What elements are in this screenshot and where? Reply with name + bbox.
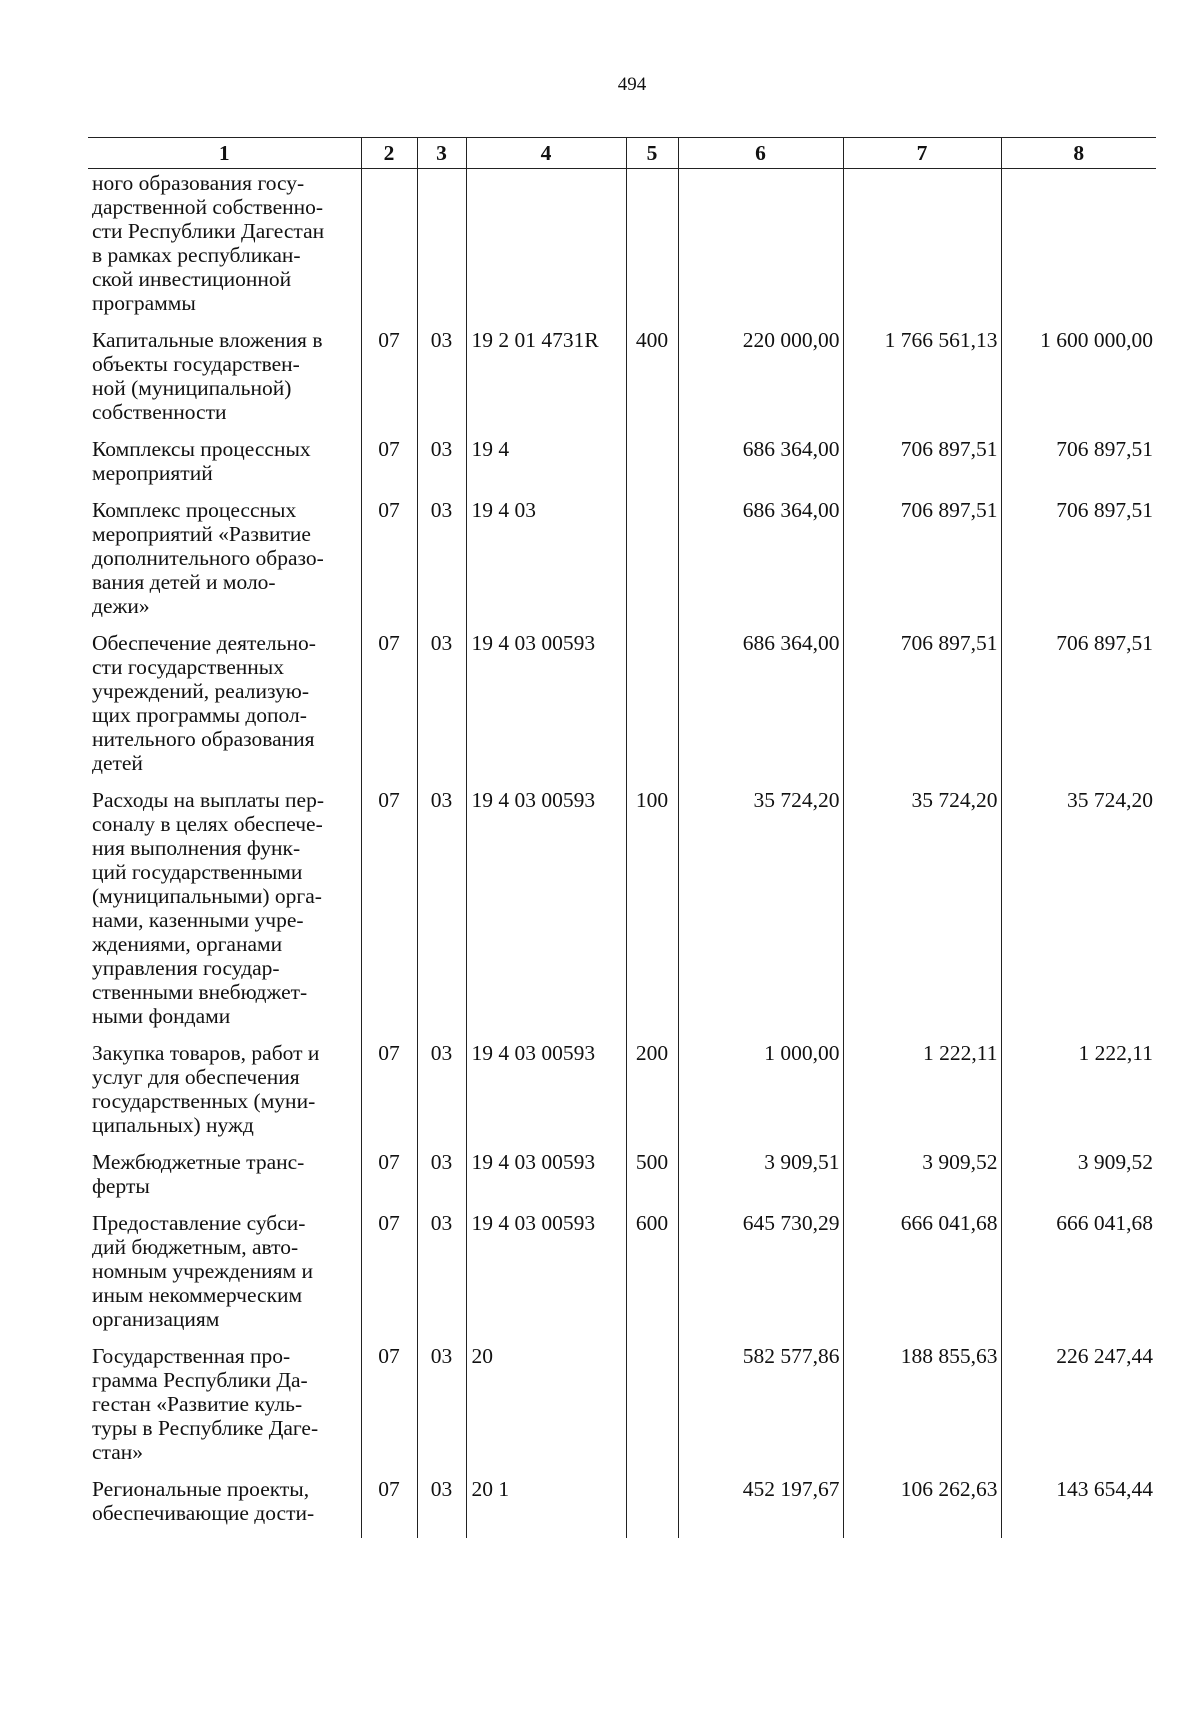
amount-col8-cell bbox=[1001, 169, 1156, 329]
expense-name-cell: Капитальные вложения в объекты государствен- ной (муниципальной) собственности bbox=[88, 328, 361, 437]
target-article-cell: 19 4 03 00593 bbox=[466, 631, 626, 788]
subsection-code-cell: 03 bbox=[417, 1211, 466, 1344]
amount-col8-cell: 143 654,44 bbox=[1001, 1477, 1156, 1538]
target-article-cell bbox=[466, 169, 626, 329]
amount-col8-cell: 1 600 000,00 bbox=[1001, 328, 1156, 437]
expense-type-cell bbox=[626, 631, 678, 788]
subsection-code-cell: 03 bbox=[417, 631, 466, 788]
section-code-cell: 07 bbox=[361, 328, 417, 437]
amount-col6-cell: 3 909,51 bbox=[678, 1150, 843, 1211]
expense-type-cell: 400 bbox=[626, 328, 678, 437]
amount-col6-cell: 686 364,00 bbox=[678, 437, 843, 498]
subsection-code-cell: 03 bbox=[417, 437, 466, 498]
expense-name-cell: Предоставление субси- дий бюджетным, авто- номным учреждениям и иным некоммерческим организациям bbox=[88, 1211, 361, 1344]
amount-col8-cell: 666 041,68 bbox=[1001, 1211, 1156, 1344]
table-row bbox=[88, 1344, 1156, 1477]
header-col-5: 5 bbox=[626, 138, 678, 169]
amount-col8-cell: 1 222,11 bbox=[1001, 1041, 1156, 1150]
section-code-cell: 07 bbox=[361, 498, 417, 631]
table-row bbox=[88, 1477, 1156, 1538]
expense-type-cell: 500 bbox=[626, 1150, 678, 1211]
expense-name-cell: ного образования госу- дарственной собственно- сти Республики Дагестан в рамках республикан- ской инвестиционной программы bbox=[88, 169, 361, 329]
expense-type-cell bbox=[626, 437, 678, 498]
amount-col6-cell: 645 730,29 bbox=[678, 1211, 843, 1344]
subsection-code-cell bbox=[417, 169, 466, 329]
header-row bbox=[88, 138, 1156, 169]
section-code-cell bbox=[361, 169, 417, 329]
amount-col7-cell: 35 724,20 bbox=[843, 788, 1001, 1041]
amount-col8-cell: 226 247,44 bbox=[1001, 1344, 1156, 1477]
subsection-code-cell: 03 bbox=[417, 1344, 466, 1477]
target-article-cell: 19 4 03 00593 bbox=[466, 1041, 626, 1150]
table-row bbox=[88, 1211, 1156, 1344]
expense-type-cell bbox=[626, 498, 678, 631]
amount-col8-cell: 3 909,52 bbox=[1001, 1150, 1156, 1211]
subsection-code-cell: 03 bbox=[417, 328, 466, 437]
expense-type-cell bbox=[626, 1477, 678, 1538]
table-row bbox=[88, 437, 1156, 498]
table-header bbox=[88, 138, 1156, 169]
amount-col6-cell bbox=[678, 169, 843, 329]
target-article-cell: 19 2 01 4731R bbox=[466, 328, 626, 437]
amount-col6-cell: 35 724,20 bbox=[678, 788, 843, 1041]
amount-col8-cell: 35 724,20 bbox=[1001, 788, 1156, 1041]
amount-col6-cell: 686 364,00 bbox=[678, 498, 843, 631]
expense-name-cell: Обеспечение деятельно- сти государственных учреждений, реализую- щих программы допол- нительного образования детей bbox=[88, 631, 361, 788]
expense-type-cell bbox=[626, 1344, 678, 1477]
amount-col7-cell: 188 855,63 bbox=[843, 1344, 1001, 1477]
amount-col6-cell: 452 197,67 bbox=[678, 1477, 843, 1538]
section-code-cell: 07 bbox=[361, 631, 417, 788]
section-code-cell: 07 bbox=[361, 1211, 417, 1344]
expense-name-cell: Государственная про- грамма Республики Да- гестан «Развитие куль- туры в Республике Даге- стан» bbox=[88, 1344, 361, 1477]
amount-col7-cell: 106 262,63 bbox=[843, 1477, 1001, 1538]
expense-type-cell: 200 bbox=[626, 1041, 678, 1150]
subsection-code-cell: 03 bbox=[417, 788, 466, 1041]
target-article-cell: 19 4 03 00593 bbox=[466, 788, 626, 1041]
header-col-7: 7 bbox=[843, 138, 1001, 169]
header-col-6: 6 bbox=[678, 138, 843, 169]
amount-col6-cell: 1 000,00 bbox=[678, 1041, 843, 1150]
amount-col7-cell: 666 041,68 bbox=[843, 1211, 1001, 1344]
expense-name-cell: Комплекс процессных мероприятий «Развитие дополнительного образо- вания детей и моло- дежи» bbox=[88, 498, 361, 631]
expense-type-cell: 600 bbox=[626, 1211, 678, 1344]
target-article-cell: 20 bbox=[466, 1344, 626, 1477]
amount-col8-cell: 706 897,51 bbox=[1001, 631, 1156, 788]
section-code-cell: 07 bbox=[361, 1344, 417, 1477]
amount-col7-cell: 1 766 561,13 bbox=[843, 328, 1001, 437]
expense-name-cell: Региональные проекты, обеспечивающие дости- bbox=[88, 1477, 361, 1538]
amount-col8-cell: 706 897,51 bbox=[1001, 498, 1156, 631]
expense-type-cell bbox=[626, 169, 678, 329]
header-col-8: 8 bbox=[1001, 138, 1156, 169]
section-code-cell: 07 bbox=[361, 437, 417, 498]
table-row bbox=[88, 1150, 1156, 1211]
expense-name-cell: Расходы на выплаты пер- соналу в целях обеспече- ния выполнения функ- ций государственными (муниципальными) орга- нами, казенными учре- ждениями, органами управления государ- ственными внебюджет- ными фондами bbox=[88, 788, 361, 1041]
expense-name-cell: Комплексы процессных мероприятий bbox=[88, 437, 361, 498]
header-col-2: 2 bbox=[361, 138, 417, 169]
target-article-cell: 19 4 bbox=[466, 437, 626, 498]
subsection-code-cell: 03 bbox=[417, 1041, 466, 1150]
table-row bbox=[88, 631, 1156, 788]
amount-col8-cell: 706 897,51 bbox=[1001, 437, 1156, 498]
target-article-cell: 19 4 03 00593 bbox=[466, 1211, 626, 1344]
amount-col7-cell bbox=[843, 169, 1001, 329]
header-col-1: 1 bbox=[88, 138, 361, 169]
expense-name-cell: Межбюджетные транс- ферты bbox=[88, 1150, 361, 1211]
table-row bbox=[88, 788, 1156, 1041]
amount-col6-cell: 686 364,00 bbox=[678, 631, 843, 788]
table-row bbox=[88, 1041, 1156, 1150]
table-body bbox=[88, 169, 1156, 1539]
budget-table bbox=[88, 137, 1156, 1538]
section-code-cell: 07 bbox=[361, 1477, 417, 1538]
table-row bbox=[88, 498, 1156, 631]
amount-col6-cell: 582 577,86 bbox=[678, 1344, 843, 1477]
target-article-cell: 19 4 03 bbox=[466, 498, 626, 631]
subsection-code-cell: 03 bbox=[417, 1477, 466, 1538]
header-col-4: 4 bbox=[466, 138, 626, 169]
target-article-cell: 20 1 bbox=[466, 1477, 626, 1538]
expense-name-cell: Закупка товаров, работ и услуг для обеспечения государственных (муни- ципальных) нужд bbox=[88, 1041, 361, 1150]
subsection-code-cell: 03 bbox=[417, 498, 466, 631]
section-code-cell: 07 bbox=[361, 788, 417, 1041]
expense-type-cell: 100 bbox=[626, 788, 678, 1041]
subsection-code-cell: 03 bbox=[417, 1150, 466, 1211]
amount-col7-cell: 706 897,51 bbox=[843, 498, 1001, 631]
page-number: 494 bbox=[617, 74, 647, 95]
amount-col7-cell: 1 222,11 bbox=[843, 1041, 1001, 1150]
section-code-cell: 07 bbox=[361, 1041, 417, 1150]
table-row bbox=[88, 169, 1156, 329]
section-code-cell: 07 bbox=[361, 1150, 417, 1211]
table-row bbox=[88, 328, 1156, 437]
header-col-3: 3 bbox=[417, 138, 466, 169]
amount-col6-cell: 220 000,00 bbox=[678, 328, 843, 437]
amount-col7-cell: 706 897,51 bbox=[843, 631, 1001, 788]
target-article-cell: 19 4 03 00593 bbox=[466, 1150, 626, 1211]
amount-col7-cell: 3 909,52 bbox=[843, 1150, 1001, 1211]
amount-col7-cell: 706 897,51 bbox=[843, 437, 1001, 498]
